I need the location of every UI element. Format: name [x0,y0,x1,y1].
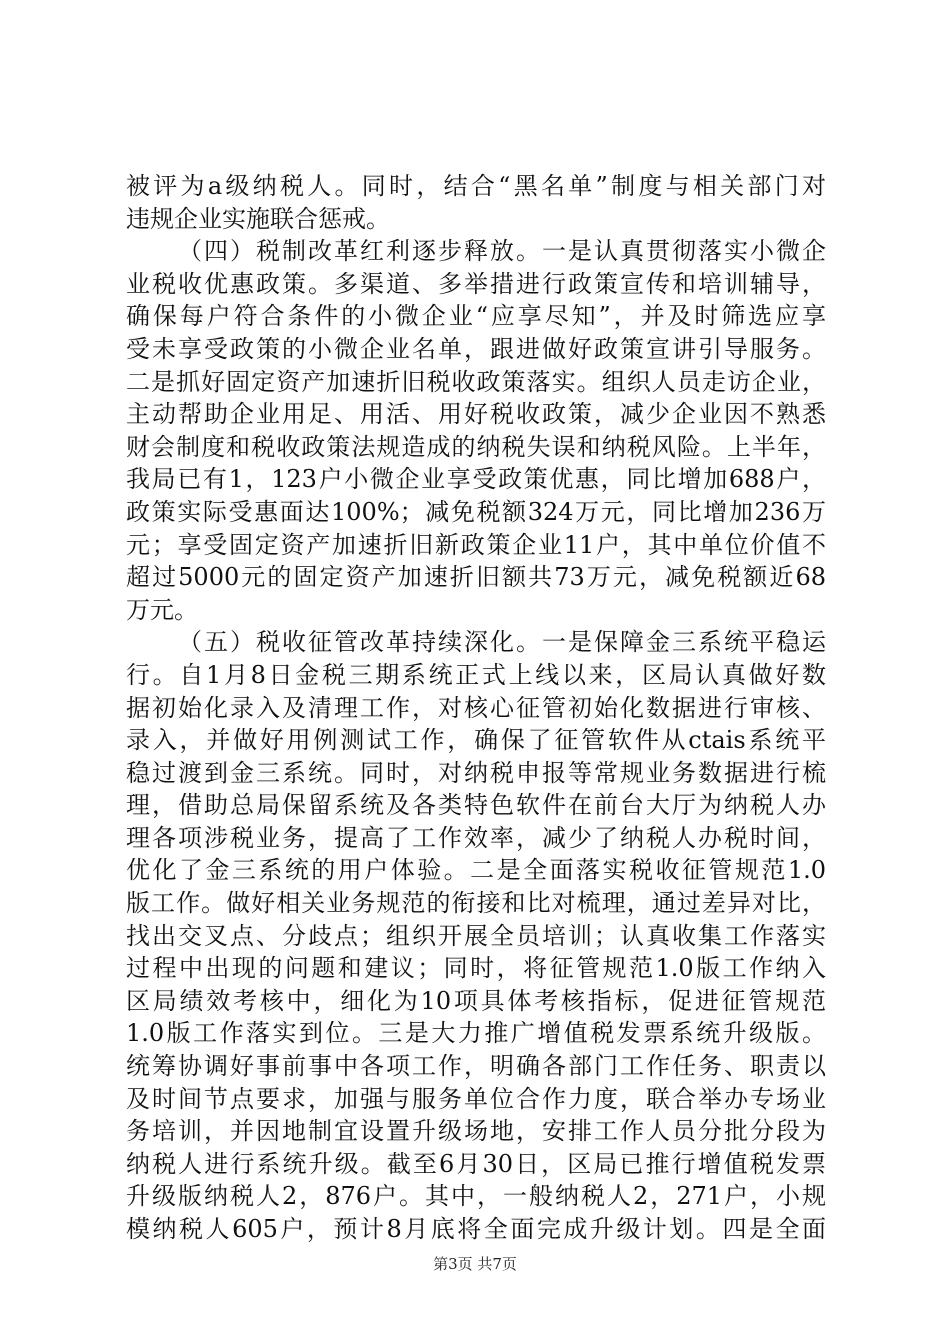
text-line: （五）税收征管改革持续深化。一是保障金三系统平稳运 [178,628,826,657]
text-line: 及时间节点要求，加强与服务单位合作力度，联合举办专场业 [126,1084,826,1113]
text-line: 我局已有1，123户小微企业享受政策优惠，同比增加688户， [126,465,826,494]
text-line: 模纳税人605户，预计8月底将全面完成升级计划。四是全面 [126,1215,826,1243]
text-line: 找出交叉点、分歧点；组织开展全员培训；认真收集工作落实 [126,921,826,950]
text-line: 据初始化录入及清理工作，对核心征管初始化数据进行审核、 [126,693,826,722]
document-body [126,170,826,1246]
text-line: 财会制度和税收政策法规造成的纳税失误和纳税风险。上半年， [126,432,826,461]
text-line: 被评为a级纳税人。同时，结合“黑名单”制度与相关部门对 [126,172,826,200]
text-line: 超过5000元的固定资产加速折旧额共73万元，减免税额近68 [126,563,826,592]
text-line: 理，借助总局保留系统及各类特色软件在前台大厅为纳税人办 [126,791,826,820]
text-line: 纳税人进行系统升级。截至6月30日，区局已推行增值税发票 [126,1149,826,1178]
text-line: （四）税制改革红利逐步释放。一是认真贯彻落实小微企 [178,237,826,266]
text-line: 稳过渡到金三系统。同时，对纳税申报等常规业务数据进行梳 [126,758,826,787]
text-line: 违规企业实施联合惩戒。 [126,204,390,233]
text-line: 万元。 [126,595,198,624]
text-line: 元；享受固定资产加速折旧新政策企业11户，其中单位价值不 [126,530,826,559]
text-line: 主动帮助企业用足、用活、用好税收政策，减少企业因不熟悉 [126,400,826,429]
text-line: 行。自1月8日金税三期系统正式上线以来，区局认真做好数 [126,660,826,689]
text-line: 业税收优惠政策。多渠道、多举措进行政策宣传和培训辅导， [126,269,826,298]
text-line: 二是抓好固定资产加速折旧税收政策落实。组织人员走访企业， [126,367,826,396]
text-line: 确保每户符合条件的小微企业“应享尽知”，并及时筛选应享 [126,302,826,331]
text-line: 受未享受政策的小微企业名单，跟进做好政策宣讲引导服务。 [126,334,826,363]
text-line: 统筹协调好事前事中各项工作，明确各部门工作任务、职责以 [126,1052,826,1081]
text-line: 务培训，并因地制宜设置升级场地，安排工作人员分批分段为 [126,1117,826,1146]
text-line: 区局绩效考核中，细化为10项具体考核指标，促进征管规范 [126,986,826,1015]
text-line: 过程中出现的问题和建议；同时，将征管规范1.0版工作纳入 [126,954,826,983]
page-footer: 第3页 共7页 [433,1255,517,1273]
text-line: 政策实际受惠面达100%；减免税额324万元，同比增加236万 [126,497,826,526]
text-line: 升级版纳税人2，876户。其中，一般纳税人2，271户，小规 [126,1182,826,1211]
text-line: 优化了金三系统的用户体验。二是全面落实税收征管规范1.0 [126,856,826,885]
text-line: 录入，并做好用例测试工作，确保了征管软件从ctais系统平 [126,726,826,755]
text-line: 理各项涉税业务，提高了工作效率，减少了纳税人办税时间， [126,823,826,852]
text-line: 版工作。做好相关业务规范的衔接和比对梳理，通过差异对比， [126,889,826,918]
text-line: 1.0版工作落实到位。三是大力推广增值税发票系统升级版。 [126,1019,826,1048]
